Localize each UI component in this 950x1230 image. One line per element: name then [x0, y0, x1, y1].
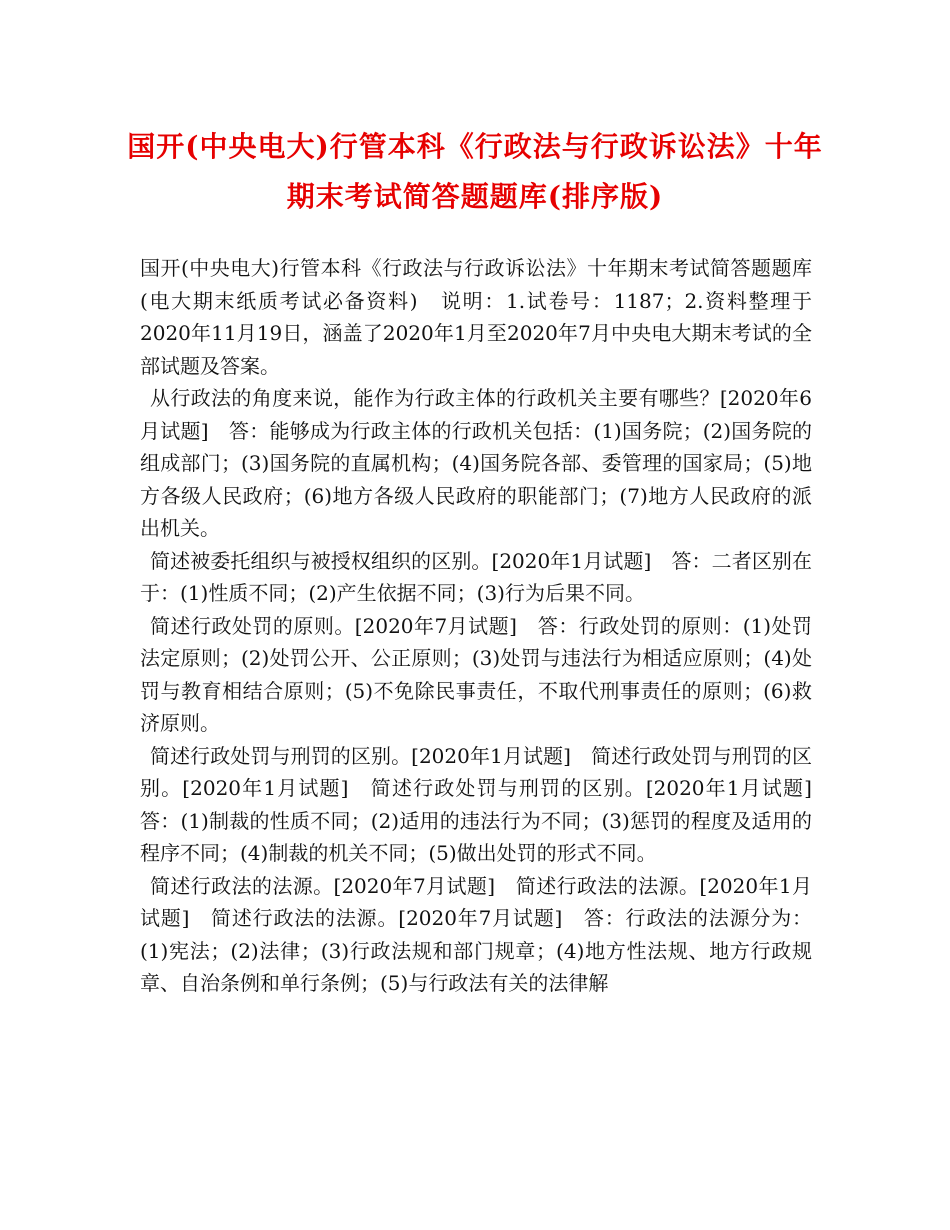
intro-paragraph: 国开(中央电大)行管本科《行政法与行政诉讼法》十年期末考试简答题题库 (电大期末纸质考试必备资料) 说明：1.试卷号：1187；2.资料整理于2020年11月19日，涵盖了2020年1月至2020年7月中央电大期末考试的全部试题及答案。 [140, 256, 832, 378]
question-paragraph-penalty-vs-criminal: 简述行政处罚与刑罚的区别。[2020年1月试题] 简述行政处罚与刑罚的区别。[2020年1月试题] 简述行政处罚与刑罚的区别。[2020年1月试题] 答：(1)制裁的性质不同；(2)适用的违法行为不同；(3)惩罚的程度及适用的程序不同；(4)制裁的机关不同；(5)做出处罚的形式不同。 [140, 743, 832, 865]
question-paragraph-law-sources: 简述行政法的法源。[2020年7月试题] 简述行政法的法源。[2020年1月试题] 简述行政法的法源。[2020年7月试题] 答：行政法的法源分为：(1)宪法；(2)法律；(3)行政法规和部门规章；(4)地方性法规、地方行政规章、自治条例和单行条例；(5)与行政法有关的法律解 [140, 873, 812, 995]
document-title: 国开(中央电大)行管本科《行政法与行政诉讼法》十年期末考试简答题题库(排序版) [127, 130, 823, 213]
question-paragraph-penalty-principles: 简述行政处罚的原则。[2020年7月试题] 答：行政处罚的原则：(1)处罚法定原则；(2)处罚公开、公正原则；(3)处罚与违法行为相适应原则；(4)处罚与教育相结合原则；(5)不免除民事责任，不取代刑事责任的原则；(6)救济原则。 [140, 613, 812, 735]
question-paragraph-administrative-subject: 从行政法的角度来说，能作为行政主体的行政机关主要有哪些？[2020年6月试题] 答：能够成为行政主体的行政机关包括：(1)国务院；(2)国务院的组成部门；(3)国务院的直属机构；(4)国务院各部、委管理的国家局；(5)地方各级人民政府；(6)地方各级人民政府的职能部门；(7)地方人民政府的派出机关。 [140, 386, 812, 540]
document-body [140, 252, 832, 1000]
question-paragraph-entrusted-authorized: 简述被委托组织与被授权组织的区别。[2020年1月试题] 答：二者区别在于：(1)性质不同；(2)产生依据不同；(3)行为后果不同。 [140, 548, 812, 605]
